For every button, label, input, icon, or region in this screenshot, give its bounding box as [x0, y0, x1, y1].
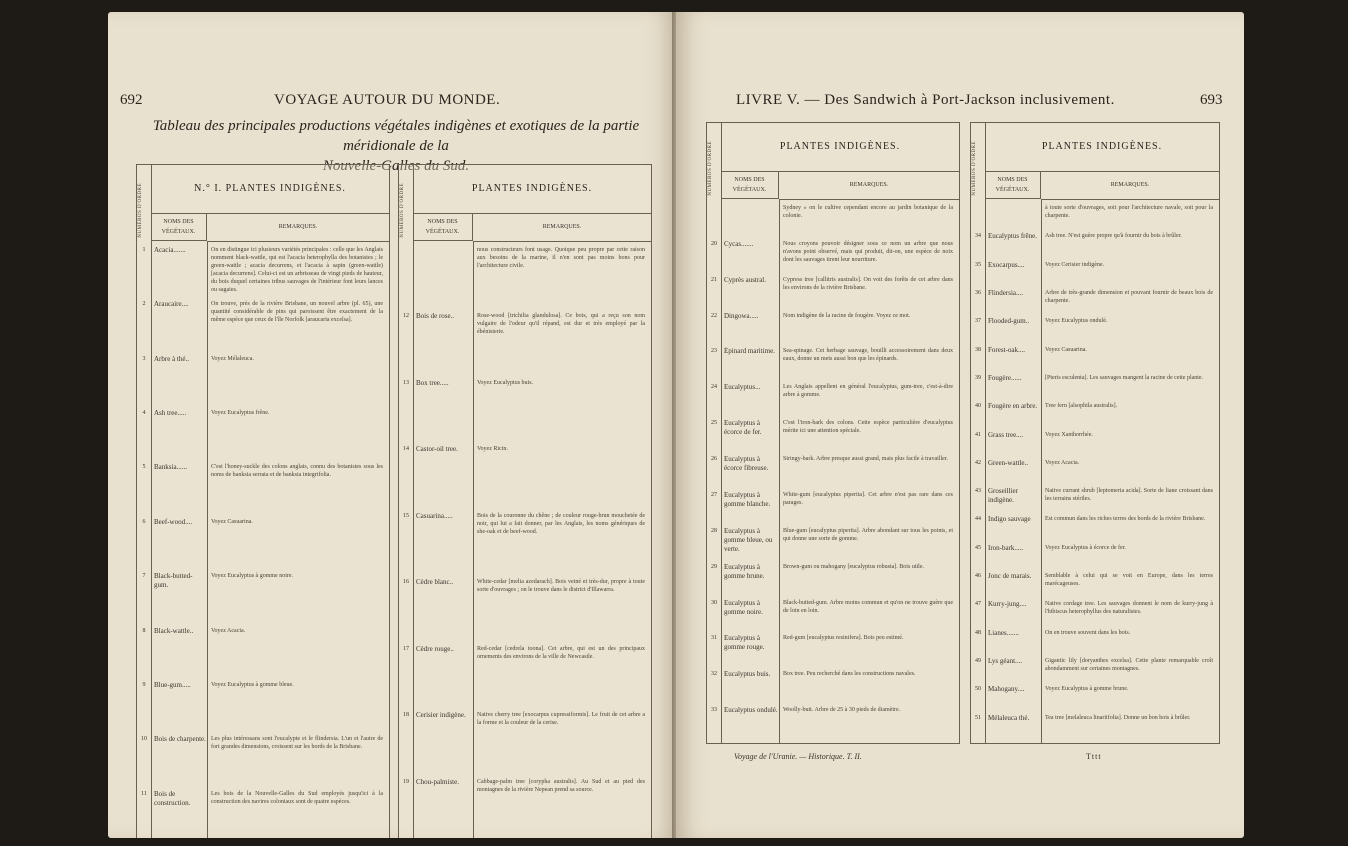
plant-name: Forest-oak....: [988, 345, 1025, 354]
plant-remarks: Native cordage tree. Les sauvages donnent le nom de kurry-jung à l'hibiscus heterophyllus des naturalistes.: [1045, 601, 1213, 616]
plant-remarks: Voyez Eucalyptus ondulé.: [1045, 318, 1108, 325]
row-number: 29: [711, 563, 717, 570]
table-row: [137, 572, 387, 622]
plant-remarks: Est commun dans les riches terres des bords de la rivière Brisbane.: [1045, 516, 1206, 523]
table-heading: PLANTES INDIGÈNES.: [721, 123, 959, 172]
plant-name: Fougère en arbre.: [988, 402, 1038, 411]
plant-remarks: Black-butted-gum. Arbre moins commun et qu'on ne trouve guère que de loin en loin.: [783, 599, 953, 614]
table-row: [971, 515, 1217, 539]
left-page: [108, 12, 676, 838]
plant-name: Acacia.......: [154, 246, 186, 254]
table-row: [971, 600, 1217, 624]
plant-name: Banksia......: [154, 463, 188, 472]
row-number: 5: [142, 464, 146, 471]
table-title-line-1: Tableau des principales productions végétales indigènes et exotiques de la partie méridionale de la: [152, 118, 640, 154]
plant-remarks: Les Anglais appellent en général l'eucalyptus, gum-tree, c'est-à-dire arbre à gomme.: [783, 384, 953, 399]
row-number: 30: [711, 599, 717, 606]
plant-remarks: Red-cedar [cedrela toona]. Cet arbre, qui est un des principaux ornements des environs de la ville de Newcastle.: [477, 645, 645, 660]
plant-remarks: Gigantic lily [doryanthes excelsa]. Cette plante remarquable croît abondamment sur certaines montagnes.: [1045, 658, 1213, 673]
row-number: 45: [975, 544, 981, 551]
order-column: NUMÉROS D'ORDRE: [707, 123, 722, 743]
plant-name: Exocarpus....: [988, 260, 1025, 269]
plant-remarks: Cypress tree [callitris australis]. On voit des forêts de cet arbre dans les environs de la rivière Brisbane.: [783, 276, 953, 291]
plant-remarks: Voyez Eucalyptus frêne.: [211, 410, 270, 417]
row-number: 18: [403, 712, 409, 719]
row-number: 40: [975, 403, 981, 410]
row-number: 10: [141, 736, 147, 743]
plant-remarks: Arbre de très-grande dimension et pouvant fournir de beaux bois de charpente.: [1045, 289, 1213, 304]
row-number: 25: [711, 420, 717, 427]
plant-remarks: Ash tree. N'est guère propre qu'à fournir du bois à brûler.: [1045, 233, 1182, 240]
row-number: 51: [975, 714, 981, 721]
names-header: NOMS DES VÉGÉTAUX.: [721, 171, 779, 199]
plant-remarks: Voyez Eucalyptus à gomme bleue.: [211, 681, 294, 688]
row-number: 44: [975, 516, 981, 523]
table-heading: PLANTES INDIGÈNES.: [985, 123, 1219, 172]
plant-name: Eucalyptus à écorce de fer.: [724, 419, 762, 437]
plant-remarks: Bois de la couronne du chêne ; de couleur rouge-brun mouchetée de noir, qui lui a fait donner, par les Anglais, les noms génériques de she-oak et de beef-wood.: [477, 512, 645, 535]
plant-remarks: Voyez Casuarina.: [1045, 346, 1087, 353]
plant-remarks: Voyez Cerisier indigène.: [1045, 261, 1105, 268]
plant-name: Bois de construction.: [154, 789, 191, 807]
row-number: 39: [975, 374, 981, 381]
plant-name: Dingowa.....: [724, 311, 759, 320]
plant-name: Indigo sauvage: [988, 515, 1031, 524]
table-row: [971, 544, 1217, 568]
plant-name: Eucalyptus à gomme blanche.: [724, 490, 771, 508]
plant-remarks: On en trouve souvent dans les bois.: [1045, 629, 1131, 636]
row-number: 43: [975, 488, 981, 495]
plant-remarks: Blue-gum [eucalyptus piperita]. Arbre abondant sur tous les points, et qui donne une sorte de gomme.: [783, 527, 953, 542]
row-number: 21: [711, 276, 717, 283]
table-heading: N.° I. PLANTES INDIGÈNES.: [151, 165, 389, 214]
plant-remarks: Sea-spinage. Cet herbage sauvage, bouilli accessoirement dans deux eaux, donne un mets aussi bon que les épinards.: [783, 348, 953, 363]
plant-remarks: Stringy-bark. Arbre presque aussi grand, mais plus facile à travailler.: [783, 456, 948, 463]
row-number: 37: [975, 318, 981, 325]
table-row: [971, 685, 1217, 709]
table-row: [707, 670, 957, 702]
plants-table-3: [706, 122, 960, 744]
table-row: [971, 487, 1217, 511]
plant-remarks: Native currant shrub [leptomeria acida]. Sorte de liane croissant dans les terrains stériles.: [1045, 488, 1213, 503]
row-number: 7: [142, 573, 146, 580]
plant-remarks: C'est l'iron-bark des colons. Cette espèce particulière d'eucalyptus mérite ici une attention spéciale.: [783, 420, 953, 435]
table-row: [137, 518, 387, 568]
plant-remarks: Nom indigène de la racine de fougère. Voyez ce mot.: [783, 312, 911, 319]
plant-remarks: Voyez Ricin.: [477, 446, 508, 453]
row-number: 47: [975, 601, 981, 608]
table-row: [707, 599, 957, 631]
table-row: [707, 634, 957, 666]
remarks-header: REMARQUES.: [779, 171, 959, 200]
table-row: [971, 402, 1217, 426]
table-row: [137, 681, 387, 731]
table-row: [137, 463, 387, 513]
plant-remarks: Tea tree [melaleuca linariifolia]. Donne un bon bois à brûler.: [1045, 714, 1191, 721]
plant-remarks: Les bois de la Nouvelle-Galles du Sud employés jusqu'ici à la construction des navires coloniaux sont de quatre espèces.: [211, 790, 383, 805]
table-row: [399, 379, 649, 441]
row-number: 48: [975, 629, 981, 636]
plant-name: Eucalyptus à écorce fibreuse.: [724, 455, 769, 473]
plant-remarks: Voyez Eucalyptus à écorce de fer.: [1045, 544, 1126, 551]
table-row: [399, 778, 649, 838]
table-row: [137, 790, 387, 838]
row-number: 12: [403, 313, 409, 320]
table-row: [971, 204, 1217, 228]
row-number: 14: [403, 446, 409, 453]
plant-remarks: Brown-gum ou mahogany [eucalyptus robusta]. Bois utile.: [783, 563, 924, 570]
row-number: 13: [403, 379, 409, 386]
page-number: 693: [1200, 92, 1223, 108]
row-number: 49: [975, 658, 981, 665]
row-number: 34: [975, 233, 981, 240]
row-number: 16: [403, 579, 409, 586]
table-row: [971, 261, 1217, 285]
plant-name: Cèdre rouge..: [416, 644, 454, 653]
plant-name: Chou-palmiste.: [416, 777, 459, 786]
plant-name: Castor-oil tree.: [416, 445, 458, 454]
plant-name: Arbre à thé..: [154, 354, 189, 363]
table-row: [707, 347, 957, 379]
table-row: [707, 563, 957, 595]
plant-remarks: On en distingue ici plusieurs variétés principales : celle que les Anglais nomment black-wattle, qui est l'acacia heterophylla des botanistes ; le green-wattle ; acacia decurrens, et l'acacia à sapin (green-wattle) [acacia decurrens]. Celui-ci est un arbrisseau de vingt pieds de hauteur, du bois duquel certaines tribus sauvages de l'intérieur font leurs lances ou sagaies.: [211, 247, 383, 293]
table-row: [971, 289, 1217, 313]
plant-name: Eucalyptus à gomme brune.: [724, 562, 765, 580]
row-number: 26: [711, 456, 717, 463]
plant-name: Épinard maritime.: [724, 347, 775, 356]
table-row: [399, 246, 649, 308]
table-row: [137, 355, 387, 405]
table-row: [137, 300, 387, 350]
order-column: NUMÉROS D'ORDRE: [399, 165, 414, 838]
names-header: NOMS DES VÉGÉTAUX.: [151, 213, 207, 241]
row-number: 32: [711, 671, 717, 678]
row-number: 42: [975, 459, 981, 466]
plant-remarks: nous constructeurs font usage. Quoique peu propre par cette raison aux besoins de la marine, il n'en sont pas moins bons pour l'architecture civile.: [477, 247, 645, 269]
plant-name: Lys géant....: [988, 657, 1023, 666]
table-row: [707, 491, 957, 523]
table-row: [971, 657, 1217, 681]
plant-name: Mélaleuca thé.: [988, 713, 1030, 722]
plant-name: Flooded-gum..: [988, 317, 1030, 326]
plant-name: Cerisier indigène.: [416, 711, 466, 720]
table-row: [707, 419, 957, 451]
row-number: 35: [975, 261, 981, 268]
names-header: NOMS DES VÉGÉTAUX.: [985, 171, 1041, 199]
row-number: 4: [142, 410, 146, 417]
table-row: [707, 383, 957, 415]
plant-name: Lianes.......: [988, 628, 1019, 637]
table-row: [399, 445, 649, 507]
plant-remarks: Voyez Xanthorrhée.: [1045, 431, 1093, 438]
page-number: 692: [120, 92, 143, 108]
running-head: VOYAGE AUTOUR DU MONDE.: [274, 92, 501, 108]
plant-remarks: Sydney » on le cultive cependant encore au jardin botanique de la colonie.: [783, 205, 953, 219]
table-row: [971, 459, 1217, 483]
plant-remarks: Rose-wood [trichilia glandulosa]. Ce bois, qui a reçu son nom vulgaire de l'odeur qu'il répand, est dur et très employé par la ébénisterie.: [477, 313, 645, 336]
table-row: [399, 578, 649, 640]
footer-signature-line: Voyage de l'Uranie. — Historique. T. II.: [734, 752, 862, 761]
plant-name: Black-butted-gum.: [154, 572, 193, 590]
row-number: 36: [975, 289, 981, 296]
plant-name: Fougère......: [988, 373, 1022, 382]
plant-name: Eucalyptus buis.: [724, 670, 771, 679]
row-number: 20: [711, 240, 717, 247]
plant-name: Araucaire....: [154, 300, 189, 309]
row-number: 46: [975, 573, 981, 580]
table-row: [707, 455, 957, 487]
plant-name: Casuarina.....: [416, 511, 453, 520]
remarks-header: REMARQUES.: [473, 213, 651, 242]
plant-remarks: à toute sorte d'ouvrages, soit pour l'architecture navale, soit pour la charpente.: [1045, 205, 1213, 219]
table-row: [137, 246, 387, 296]
plant-remarks: Voyez Casuarina.: [211, 518, 253, 525]
row-number: 6: [142, 518, 146, 525]
table-row: [399, 645, 649, 707]
plant-name: Flindersia....: [988, 288, 1023, 297]
plant-remarks: White-gum [eucalyptus piperita]. Cet arbre n'est pas rare dans ces parages.: [783, 491, 953, 506]
row-number: 41: [975, 431, 981, 438]
plant-remarks: Tree fern [alsophila australis].: [1045, 403, 1118, 410]
table-row: [971, 374, 1217, 398]
table-row: [137, 735, 387, 785]
plant-name: Eucalyptus à gomme rouge.: [724, 634, 765, 652]
row-number: 22: [711, 312, 717, 319]
table-row: [707, 204, 957, 236]
plant-remarks: Red-gum [eucalyptus resinifera]. Bois peu estimé.: [783, 635, 904, 642]
table-row: [707, 240, 957, 272]
plant-name: Cyprès austral.: [724, 275, 766, 284]
row-number: 15: [403, 512, 409, 519]
plant-remarks: Voyez Eucalyptus à gomme noire.: [211, 573, 294, 580]
table-row: [137, 627, 387, 677]
plant-name: Iron-bark.....: [988, 543, 1024, 552]
row-number: 50: [975, 686, 981, 693]
plant-name: Green-wattle..: [988, 458, 1029, 467]
row-number: 23: [711, 348, 717, 355]
table-row: [137, 409, 387, 459]
plants-table-4: [970, 122, 1220, 744]
row-number: 2: [142, 301, 146, 308]
row-number: 17: [403, 645, 409, 652]
plant-name: Eucalyptus à gomme noire.: [724, 598, 763, 616]
plant-name: Bois de charpente.: [154, 735, 206, 744]
row-number: 31: [711, 635, 717, 642]
plant-name: Bois de rose..: [416, 312, 455, 321]
plant-remarks: Semblable à celui qui se voit en Europe, dans les terres marécageuses.: [1045, 573, 1213, 588]
plant-remarks: Box tree. Peu recherché dans les constructions navales.: [783, 671, 916, 678]
right-page: [676, 12, 1244, 838]
table-heading: PLANTES INDIGÈNES.: [413, 165, 651, 214]
row-number: 38: [975, 346, 981, 353]
plant-name: Beef-wood....: [154, 517, 193, 526]
table-row: [971, 629, 1217, 653]
row-number: 3: [142, 355, 146, 362]
table-row: [971, 346, 1217, 370]
row-number: 8: [142, 627, 146, 634]
plant-name: Grass tree....: [988, 430, 1024, 439]
plants-table-1: [136, 164, 390, 838]
table-row: [707, 276, 957, 308]
plant-name: Kurry-jung....: [988, 600, 1027, 609]
table-row: [399, 711, 649, 773]
plant-remarks: Voyez Eucalyptus buis.: [477, 379, 534, 386]
plant-remarks: Voyez Acacia.: [211, 627, 246, 634]
table-row: [707, 312, 957, 344]
plant-remarks: Les plus intéressans sont l'eucalypte et le flindersia. L'un et l'autre de fort grandes dimensions, croissent sur les bords de la Brisbane.: [211, 736, 383, 751]
plant-remarks: Voyez Acacia.: [1045, 459, 1080, 466]
table-row: [399, 312, 649, 374]
plant-name: Black-wattle..: [154, 626, 194, 635]
table-row: [971, 714, 1217, 738]
table-row: [707, 527, 957, 559]
plant-remarks: Nous croyons pouvoir désigner sous ce nom un arbre que nous n'avons point observé, mais qui produit, dit-on, une espèce de noix dont les sauvages tirent leur nourriture.: [783, 240, 953, 263]
running-head: LIVRE V. — Des Sandwich à Port-Jackson inclusivement.: [736, 92, 1115, 108]
plant-remarks: Woolly-butt. Arbre de 25 à 30 pieds de diamètre.: [783, 707, 901, 714]
plant-remarks: Voyez Mélaleuca.: [211, 355, 254, 362]
row-number: 33: [711, 707, 717, 714]
plant-name: Eucalyptus ondulé.: [724, 706, 778, 715]
table-row: [707, 706, 957, 738]
plant-remarks: Voyez Eucalyptus à gomme brune.: [1045, 686, 1129, 693]
row-number: 1: [142, 247, 146, 253]
remarks-header: REMARQUES.: [207, 213, 389, 242]
plant-name: Mahogany....: [988, 685, 1025, 694]
table-title-line-2: Nouvelle-Galles du Sud.: [322, 158, 470, 174]
table-row: [399, 512, 649, 574]
plant-name: Cèdre blanc..: [416, 578, 454, 587]
plant-remarks: [Pteris esculenta]. Les sauvages mangent la racine de cette plante.: [1045, 374, 1204, 381]
plant-remarks: Native cherry tree [exocarpus cupressiformis]. Le fruit de cet arbre a la forme et la couleur de la cerise.: [477, 712, 645, 727]
plants-table-2: [398, 164, 652, 838]
row-number: 28: [711, 527, 717, 534]
plant-name: Eucalyptus à gomme bleue, ou verte.: [724, 526, 773, 553]
table-row: [971, 572, 1217, 596]
table-row: [971, 232, 1217, 256]
row-number: 9: [142, 681, 146, 688]
plant-name: Groseillier indigène.: [988, 487, 1018, 505]
remarks-header: REMARQUES.: [1041, 171, 1219, 200]
gathering-signature: Tttt: [1086, 752, 1102, 761]
row-number: 11: [141, 790, 147, 797]
plant-remarks: Cabbage-palm tree [corypha australis]. Au Sud et au pied des montagnes de la rivière Nepean prend sa source.: [477, 778, 645, 793]
order-column: NUMÉROS D'ORDRE: [137, 165, 152, 838]
table-row: [971, 317, 1217, 341]
plant-remarks: White-cedar [melia azedarach]. Bois veiné et très-dur, propre à toute sorte d'ouvrages ; on le trouve dans le district d'Illawarra.: [477, 579, 645, 594]
row-number: 24: [711, 384, 717, 391]
plant-name: Eucalyptus frêne.: [988, 232, 1037, 241]
table-row: [971, 431, 1217, 455]
plant-remarks: On trouve, près de la rivière Brisbane, un nouvel arbre (pl. 65), une quantité considérable de pins qui paroissent être exactement de la même espèce que ceux de l'île Norfolk [araucaria excelsa].: [211, 301, 383, 324]
row-number: 27: [711, 491, 717, 498]
names-header: NOMS DES VÉGÉTAUX.: [413, 213, 473, 241]
order-column: NUMÉROS D'ORDRE: [971, 123, 986, 743]
plant-name: Cycas.......: [724, 239, 754, 248]
plant-name: Blue-gum.....: [154, 680, 191, 689]
plant-remarks: C'est l'honey-suckle des colons anglais, connu des botanistes sous les noms de banksia serrata et de banksia integrifolia.: [211, 464, 383, 479]
row-number: 19: [403, 778, 409, 785]
plant-name: Box tree.....: [416, 378, 449, 387]
plant-name: Eucalyptus...: [724, 383, 761, 392]
plant-name: Jonc de marais.: [988, 572, 1032, 581]
plant-name: Ash tree.....: [154, 409, 187, 418]
